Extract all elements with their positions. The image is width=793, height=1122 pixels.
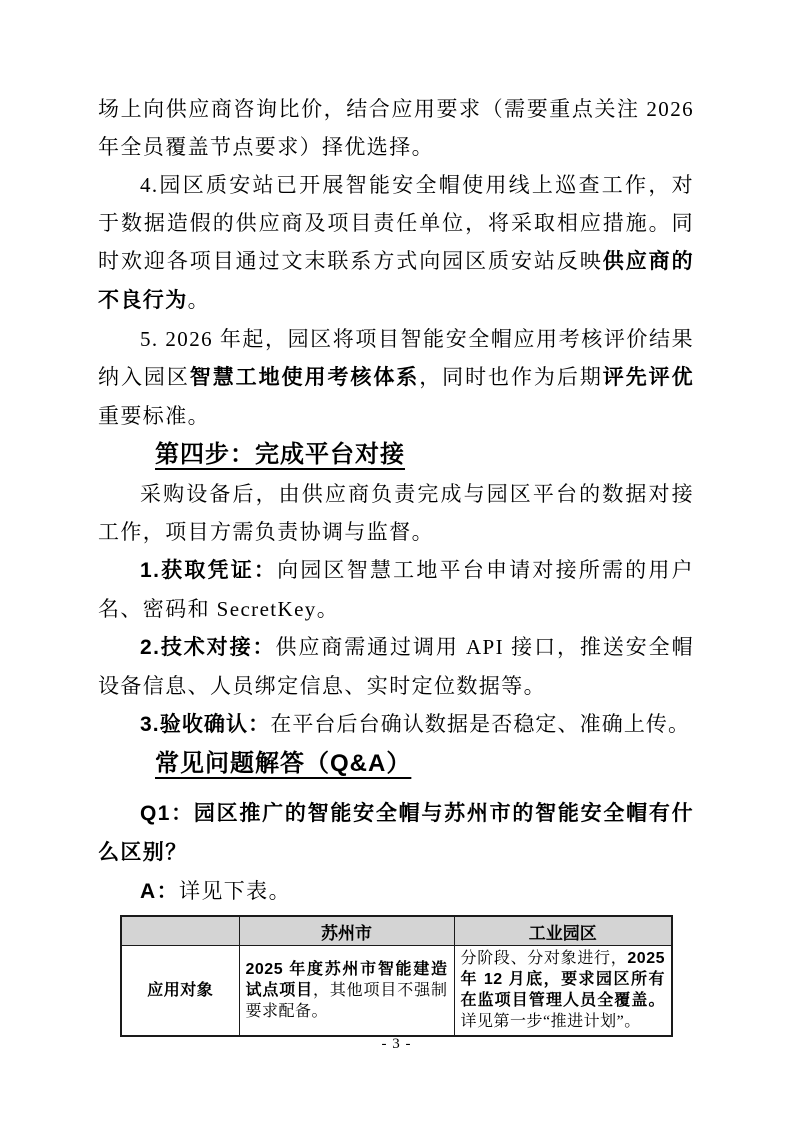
paragraph-step4-intro: 采购设备后，由供应商负责完成与园区平台的数据对接工作，项目方需负责协调与监督。 xyxy=(98,482,694,544)
table-header-empty xyxy=(121,916,239,946)
table-header-sip: 工业园区 xyxy=(454,916,672,946)
paragraph-step4-item-3: 3.验收确认：在平台后台确认数据是否稳定、准确上传。 xyxy=(140,712,691,736)
table-cell-row-label: 应用对象 xyxy=(121,946,239,1037)
paragraph-item-4: 4.园区质安站已开展智能安全帽使用线上巡查工作，对于数据造假的供应商及项目责任单位，将采取相应措施。同时欢迎各项目通过文末联系方式向园区质安站反映供应商的不良行为。 xyxy=(98,173,694,312)
section-heading-step4 xyxy=(98,435,694,475)
paragraph-step4-item-1: 1.获取凭证：向园区智慧工地平台申请对接所需的用户名、密码和 SecretKey。 xyxy=(98,558,694,621)
table-cell-sip: 分阶段、分对象进行，2025 年 12 月底，要求园区所有在监项目管理人员全覆盖。详见第一步“推进计划”。 xyxy=(454,946,672,1037)
paragraph-question-1: Q1：园区推广的智能安全帽与苏州市的智能安全帽有什么区别？ xyxy=(98,802,694,864)
section-heading-qa xyxy=(98,744,694,784)
paragraph-item-5: 5. 2026 年起，园区将项目智能安全帽应用考核评价结果纳入园区智慧工地使用考核体系，同时也作为后期评先评优重要标准。 xyxy=(98,327,694,428)
section-heading-qa-text: 常见问题解答（Q&A） xyxy=(155,750,412,777)
table-row-application-target xyxy=(121,946,672,1037)
table-cell-suzhou: 2025 年度苏州市智能建造试点项目，其他项目不强制要求配备。 xyxy=(239,946,454,1037)
table-header-row xyxy=(121,916,672,946)
paragraph-step4-item-2: 2.技术对接：供应商需通过调用 API 接口，推送安全帽设备信息、人员绑定信息、实时定位数据等。 xyxy=(98,635,694,698)
page-number: - 3 - xyxy=(381,1036,412,1052)
table-header-suzhou: 苏州市 xyxy=(239,916,454,946)
section-heading-step4-text: 第四步：完成平台对接 xyxy=(155,441,405,468)
comparison-table xyxy=(120,915,673,1037)
paragraph-answer-1: A：详见下表。 xyxy=(140,879,291,903)
paragraph-continuation: 场上向供应商咨询比价，结合应用要求（需要重点关注 2026 年全员覆盖节点要求）择优选择。 xyxy=(98,97,694,159)
